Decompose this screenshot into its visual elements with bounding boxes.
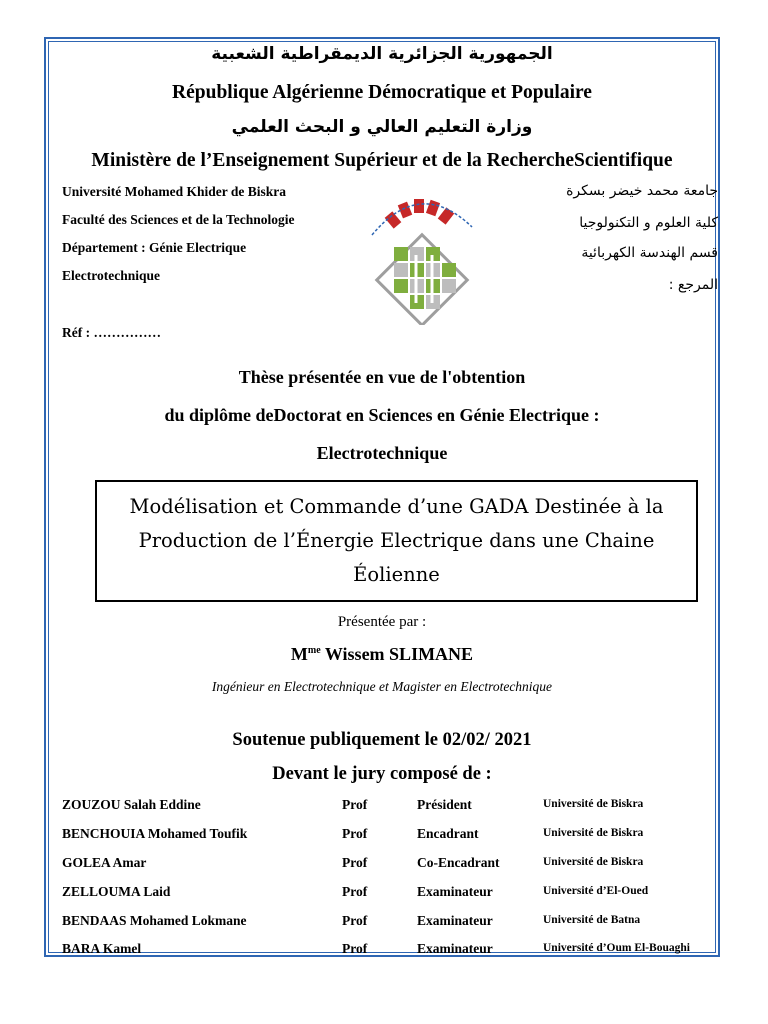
jury-university: Université de Biskra <box>543 856 644 868</box>
author-prefix: M <box>290 644 308 664</box>
jury-name: BENDAAS Mohamed Lokmane <box>62 913 247 928</box>
jury-university: Université de Biskra <box>543 798 644 810</box>
thesis-title-box <box>95 480 698 602</box>
defense-date: Soutenue publiquement le 02/02/ 2021 <box>232 730 532 750</box>
jury-grade: Prof <box>342 884 368 899</box>
jury-name: ZOUZOU Salah Eddine <box>62 797 201 812</box>
jury-row <box>62 884 702 904</box>
jury-name: ZELLOUMA Laid <box>62 884 171 899</box>
author-name <box>48 644 716 665</box>
jury-grade: Prof <box>342 826 368 841</box>
reference-ar: المرجع : <box>668 277 718 293</box>
specialty-fr: Electrotechnique <box>62 268 160 283</box>
thesis-line-2: du diplôme deDoctorat en Sciences en Génie Electrique : <box>164 405 600 425</box>
jury-row <box>62 941 702 961</box>
jury-grade: Prof <box>342 797 368 812</box>
jury-name: GOLEA Amar <box>62 855 147 870</box>
jury-role: Examinateur <box>417 913 493 928</box>
jury-row <box>62 797 702 817</box>
author-prefix-sup: me <box>307 645 321 656</box>
department-name-fr: Département : Génie Electrique <box>62 240 247 255</box>
thesis-line-1: Thèse présentée en vue de l'obtention <box>238 367 526 387</box>
author-full-name: Wissem SLIMANE <box>320 644 474 664</box>
presented-by-label: Présentée par : <box>337 614 427 630</box>
jury-name: BARA Kamel <box>62 941 142 956</box>
department-name-ar: قسم الهندسة الكهربائية <box>581 245 718 261</box>
jury-role: Co-Encadrant <box>417 855 500 870</box>
republic-french: République Algérienne Démocratique et Populaire <box>172 82 592 103</box>
jury-name: BENCHOUIA Mohamed Toufik <box>62 826 248 841</box>
jury-row <box>62 913 702 933</box>
jury-grade: Prof <box>342 855 368 870</box>
jury-grade: Prof <box>342 913 368 928</box>
jury-title: Devant le jury composé de : <box>272 764 492 784</box>
jury-role: Encadrant <box>417 826 479 841</box>
jury-university: Université d’Oum El-Bouaghi <box>543 942 690 954</box>
ministry-arabic: وزارة التعليم العالي و البحث العلمي <box>231 117 533 137</box>
reference-fr: Réf : …………… <box>62 325 161 340</box>
jury-role: Président <box>417 797 472 812</box>
jury-grade: Prof <box>342 941 368 956</box>
jury-university: Université de Biskra <box>543 827 644 839</box>
jury-role: Examinateur <box>417 941 493 956</box>
republic-arabic: الجمهورية الجزائرية الديمقراطية الشعبية <box>211 44 553 64</box>
jury-row <box>62 826 702 846</box>
thesis-title: Modélisation et Commande d’une GADA Destinée à la Production de l’Énergie Electrique dans une Chaine Éolienne <box>129 495 664 586</box>
author-credentials: Ingénieur en Electrotechnique et Magister en Electrotechnique <box>211 679 553 694</box>
jury-university: Université de Batna <box>543 914 641 926</box>
thesis-line-3: Electrotechnique <box>316 443 448 463</box>
faculty-name-ar: كلية العلوم و التكنولوجيا <box>579 215 718 231</box>
university-name-ar: جامعة محمد خيضر بسكرة <box>566 183 718 199</box>
jury-role: Examinateur <box>417 884 493 899</box>
jury-row <box>62 855 702 875</box>
university-logo <box>350 185 495 325</box>
ministry-french: Ministère de l’Enseignement Supérieur et de la RechercheScientifique <box>91 150 673 171</box>
jury-university: Université d’El-Oued <box>543 885 649 897</box>
university-name-fr: Université Mohamed Khider de Biskra <box>62 184 286 199</box>
faculty-name-fr: Faculté des Sciences et de la Technologie <box>62 212 295 227</box>
